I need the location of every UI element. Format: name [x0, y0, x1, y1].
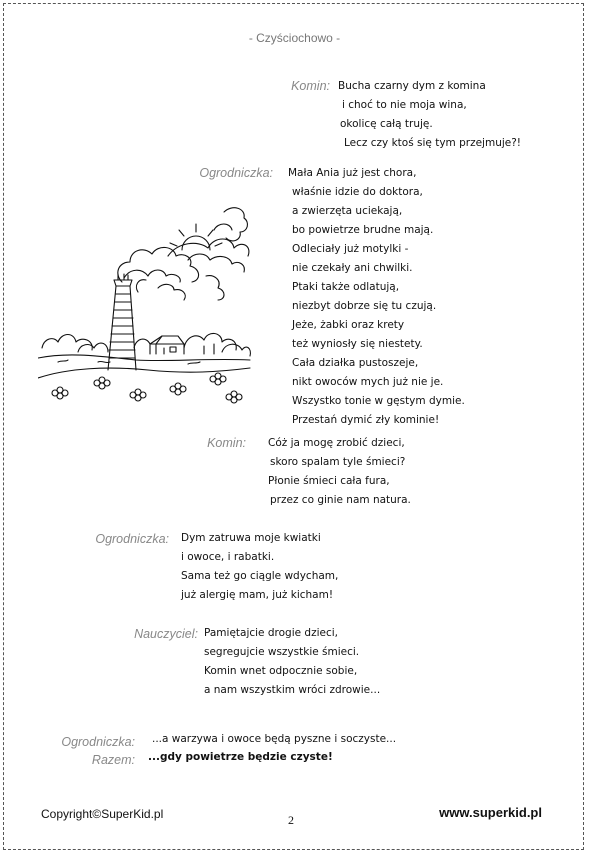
verse-line: i choć to nie moja wina,: [342, 99, 467, 111]
verse-line: segregujcie wszystkie śmieci.: [204, 646, 360, 658]
verse-line: Mała Ania już jest chora,: [288, 167, 417, 179]
verse-komin-1: [338, 77, 521, 153]
sun-icon: [170, 224, 222, 250]
verse-line: przez co ginie nam natura.: [270, 494, 411, 506]
verse-line: okolicę całą truję.: [340, 118, 433, 130]
verse-line: Cała działka pustoszeje,: [292, 357, 419, 369]
verse-line: i owoce, i rabatki.: [181, 551, 275, 563]
ending-line-1: ...a warzywa i owoce będą pyszne i soczyste...: [152, 733, 397, 745]
ending-line-2: ...gdy powietrze będzie czyste!: [148, 751, 333, 763]
verse-line: a zwierzęta uciekają,: [292, 205, 403, 217]
copyright-text: Copyright©SuperKid.pl: [41, 807, 164, 821]
factory-chimney-landscape-icon: [38, 202, 252, 408]
verse-line: a nam wszystkim wróci zdrowie...: [204, 684, 381, 696]
speaker-ogrodniczka-1: Ogrodniczka:: [199, 166, 273, 180]
verse-line: też wyniosły się niestety.: [292, 338, 423, 350]
speaker-ogrodniczka-3: Ogrodniczka:: [61, 735, 135, 749]
speaker-komin-1: Komin:: [291, 79, 330, 93]
speaker-ogrodniczka-2: Ogrodniczka:: [95, 532, 169, 546]
verse-ogrodniczka-1: [288, 164, 465, 430]
smoke-icon: [118, 208, 249, 300]
verse-line: Przestań dymić zły kominie!: [292, 414, 440, 426]
verse-line: właśnie idzie do doktora,: [292, 186, 423, 198]
page-title: - Czyściochowo -: [248, 31, 341, 45]
verse-line: Bucha czarny dym z komina: [338, 80, 486, 92]
bushes-icon: [42, 333, 250, 356]
chimney-icon: [108, 274, 136, 370]
flowers-icon: [52, 373, 242, 403]
verse-line: Lecz czy ktoś się tym przejmuje?!: [344, 137, 522, 149]
page-number: 2: [288, 813, 294, 827]
verse-line: Odleciały już motylki -: [292, 243, 409, 255]
verse-line: Pamiętajcie drogie dzieci,: [204, 627, 338, 639]
house-icon: [150, 336, 184, 354]
speaker-nauczyciel: Nauczyciel:: [134, 627, 198, 641]
verse-line: Dym zatruwa moje kwiatki: [181, 532, 321, 544]
verse-ogrodniczka-2: [181, 529, 338, 605]
speaker-razem: Razem:: [91, 753, 135, 767]
verse-line: Cóż ja mogę zrobić dzieci,: [268, 437, 405, 449]
ground-icon: [38, 355, 250, 378]
verse-line: Ptaki także odlatują,: [292, 281, 400, 293]
verse-line: Wszystko tonie w gęstym dymie.: [292, 395, 465, 407]
website-link[interactable]: www.superkid.pl: [439, 805, 542, 820]
verse-line: Sama też go ciągle wdycham,: [181, 570, 339, 582]
verse-line: Jeże, żabki oraz krety: [292, 319, 405, 331]
verse-line: bo powietrze brudne mają.: [292, 224, 434, 236]
verse-line: Płonie śmieci cała fura,: [268, 475, 390, 487]
verse-line: skoro spalam tyle śmieci?: [270, 456, 406, 468]
verse-nauczyciel: [204, 624, 380, 700]
verse-komin-2: [268, 434, 411, 510]
verse-line: nie czekały ani chwilki.: [292, 262, 413, 274]
verse-line: już alergię mam, już kicham!: [181, 589, 334, 601]
verse-line: nikt owoców mych już nie je.: [292, 376, 444, 388]
verse-line: Komin wnet odpocznie sobie,: [204, 665, 358, 677]
verse-line: niezbyt dobrze się tu czują.: [292, 300, 437, 312]
speaker-komin-2: Komin:: [207, 436, 246, 450]
